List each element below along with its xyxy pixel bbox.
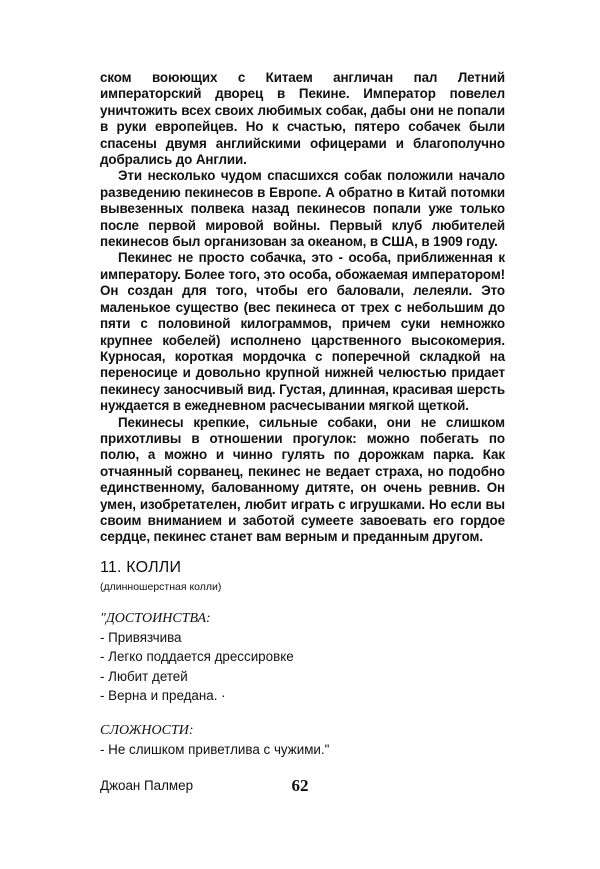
section-subtitle: (длинношерстная колли)	[100, 580, 222, 593]
author-name: Джоан Палмер	[100, 778, 194, 794]
advantages-title: "ДОСТОИНСТВА:	[100, 610, 211, 626]
difficulties-title: СЛОЖНОСТИ:	[100, 722, 194, 738]
section-heading: 11. КОЛЛИ	[100, 558, 182, 576]
list-item: - Привязчива	[100, 629, 182, 645]
paragraph: Пекинес не просто собачка, это - особа, приближенная к императору. Более того, это особа, обожаемая императором! Он создан для того, чтобы его баловали, лелеяли. Это маленькое существо (вес пекинеса от трех с небольшим до пяти с половиной килограммов, причем суки немножко крупнее кобелей) исполнено царственного высокомерия. Курносая, короткая мордочка с поперечной складкой на переносице и довольно крупной нижней челюстью придает пекинесу заносчивый вид. Густая, длинная, красивая шерсть нуждается в ежедневном расчесывании мягкой щеткой.	[100, 250, 505, 414]
difficulties-list	[100, 740, 505, 760]
page-number: 62	[291, 776, 309, 795]
paragraph: Пекинесы крепкие, сильные собаки, они не слишком прихотливы в отношении прогулок: можно побегать по полю, а можно и чинно гулять по дорожкам парка. Как отчаянный сорванец, пекинес не ведает страха, но подобно единственному, балованному дитяте, он очень ревнив. Он умен, изобретателен, любит играть с игрушками. Но если вы своим вниманием и заботой сумеете завоевать его гордое сердце, пекинес станет вам верным и преданным другом.	[100, 414, 505, 545]
paragraph: ском воюющих с Китаем англичан пал Летний императорский дворец в Пекине. Император повелел уничтожить всех своих любимых собак, дабы они не попали в руки европейцев. Но к счастью, пятеро собачек были спасены двумя английскими офицерами и благополучно добрались до Англии.	[100, 70, 505, 168]
advantages-list	[100, 628, 505, 706]
paragraph: Эти несколько чудом спасшихся собак положили начало разведению пекинесов в Европе. А обратно в Китай потомки вывезенных полвека назад пекинесов попали уже только после первой мировой войны. Первый клуб любителей пекинесов был организован за океаном, в США, в 1909 году.	[100, 168, 505, 250]
list-item: - Любит детей	[100, 668, 188, 684]
page-content	[100, 70, 505, 795]
list-item: - Верна и предана. ·	[100, 688, 226, 704]
list-item: - Не слишком приветлива с чужими."	[100, 741, 330, 757]
list-item: - Легко поддается дрессировке	[100, 649, 294, 665]
